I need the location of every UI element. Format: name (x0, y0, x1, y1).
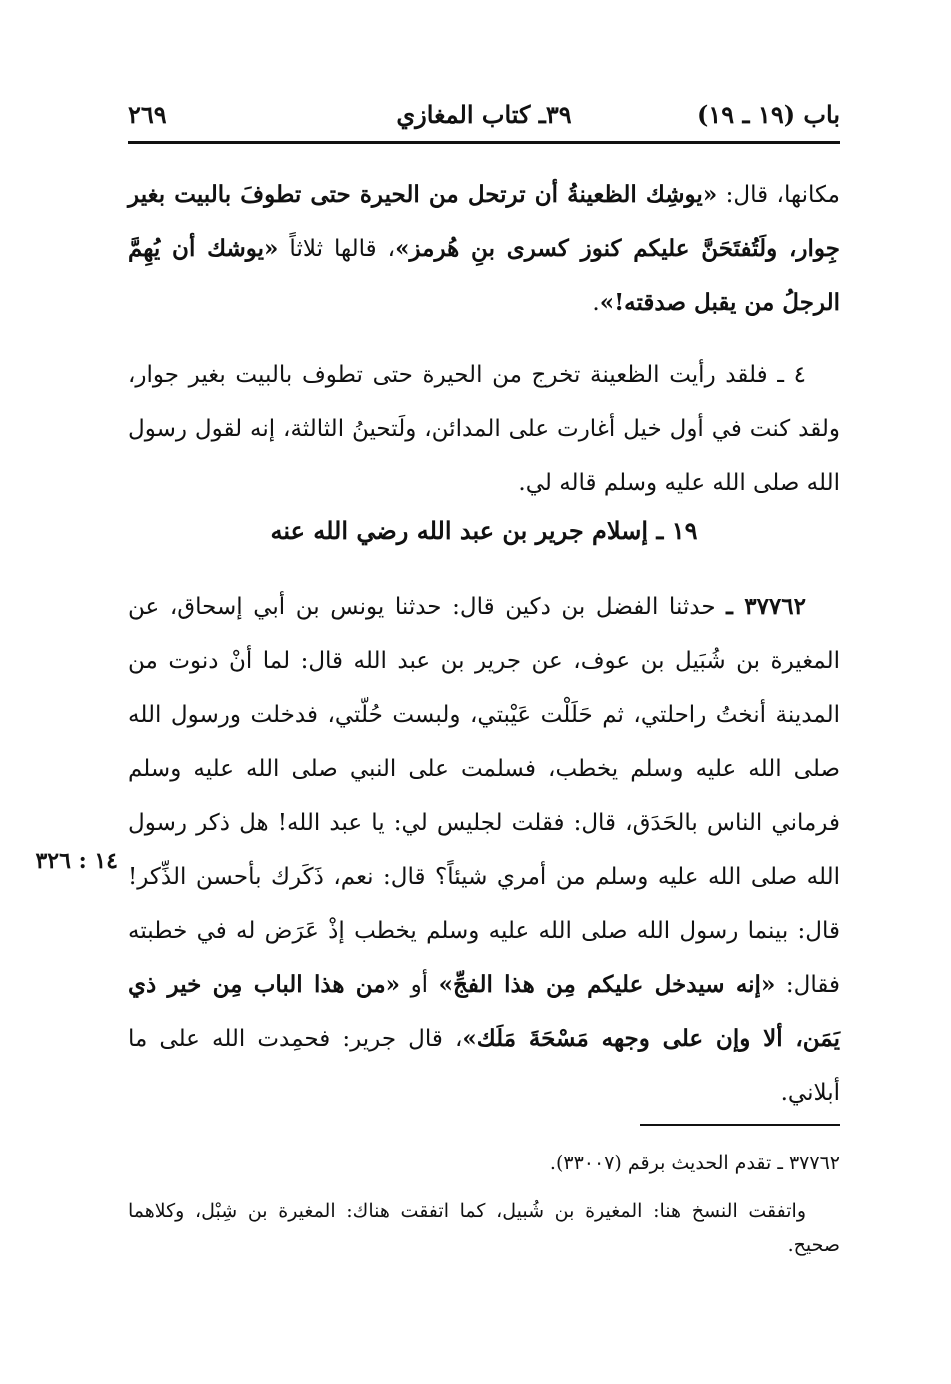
prophetic-quote: «إنه سيدخل عليكم مِن هذا الفجِّ» (438, 971, 776, 998)
text-segment: مكانها، قال: (717, 182, 840, 208)
footnote-2: واتفقت النسخ هنا: المغيرة بن شُبيل، كما اتفقت هناك: المغيرة بن شِبْل، وكلاهما صحيح. (128, 1200, 840, 1256)
prophetic-quote: «يوشِك الظعينةُ أن ترتحل من الحيرة حتى تطوفَ بالبيت بغير جِوار، ولَتُفتَحَنَّ عليكم كنوز كسرى بنِ هُرمز» (128, 181, 840, 262)
text-segment: ، قالها ثلاثاً (278, 236, 396, 262)
hadith-number: ٣٧٧٦٢ ـ (726, 593, 806, 620)
paragraph-continuation (128, 168, 840, 330)
text-segment: أو (400, 972, 439, 998)
text-segment: . (592, 290, 600, 316)
chapter-reference: باب (١٩ ـ ١٩) (697, 100, 840, 129)
margin-reference: ١٤ : ٣٢٦ (35, 848, 118, 874)
footnotes (128, 1146, 840, 1276)
page-number: ٢٦٩ (128, 100, 167, 129)
book-title: ٣٩ـ كتاب المغازي (396, 100, 572, 129)
running-header (128, 96, 840, 136)
prophetic-quote: «من هذا الباب مِن خير ذي يَمَن، ألا وإن على وجهه مَسْحَةَ مَلَك» (128, 971, 840, 1052)
footnote-divider (640, 1124, 840, 1126)
text-segment: ، قال جرير: فحمِدت الله على ما أبلاني. (128, 1026, 840, 1106)
paragraph-four (128, 348, 840, 510)
footnote-1: ٣٧٧٦٢ ـ تقدم الحديث برقم (٣٣٠٠٧). (549, 1152, 840, 1174)
header-divider (128, 141, 840, 144)
paragraph-text: ٤ ـ فلقد رأيت الظعينة تخرج من الحيرة حتى تطوف بالبيت بغير جوار، ولقد كنت في أول خيل أغارت على المدائن، ولَتحينُ الثالثة، إنه لقول رسول الله صلى الله عليه وسلم قاله لي. (128, 362, 840, 496)
prophetic-quote: «يوشك أن يُهِمَّ الرجلُ من يقبل صدقته!» (128, 235, 840, 316)
hadith-paragraph (128, 580, 840, 1120)
section-title: ١٩ ـ إسلام جرير بن عبد الله رضي الله عنه (270, 516, 698, 545)
text-segment: حدثنا الفضل بن دكين قال: حدثنا يونس بن أبي إسحاق، عن المغيرة بن شُبَيل بن عوف، عن جرير بن عبد الله قال: لما أنْ دنوت من المدينة أنختُ راحلتي، ثم حَلَلْت عَيْبتي، ولبست حُلّتي، فدخلت ورسول الله صلى الله عليه وسلم يخطب، فسلمت على النبي صلى الله عليه وسلم فرماني الناس بالحَدَق، قال: فقلت لجليس لي: يا عبد الله! هل ذكر رسول الله صلى الله عليه وسلم من أمري شيئاً؟ قال: نعم، ذَكَرك بأحسن الذِّكر! قال: بينما رسول الله صلى الله عليه وسلم يخطب إذْ عَرَض له في خطبته فقال: (128, 594, 840, 998)
